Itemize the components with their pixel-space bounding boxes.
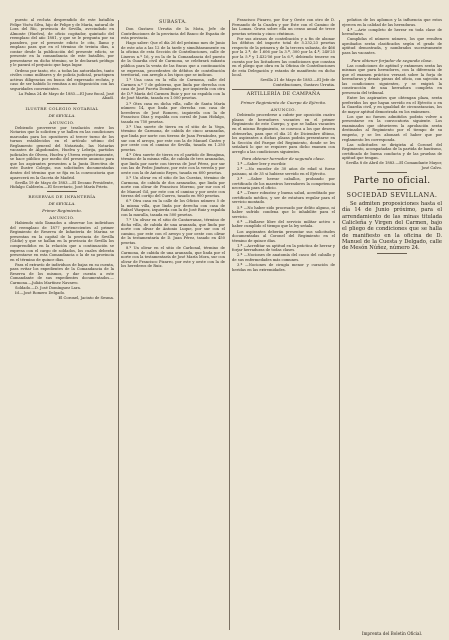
notice-heading: ANUNCIO. <box>49 119 75 125</box>
notice-heading: ANUNCIO. <box>270 107 297 113</box>
condition-item: 3.ª —Saber herrar caballos, probando por certificado de los maestros herradores la competencia necesaria para el oficio. <box>232 177 335 191</box>
notice-heading: ANUNCIO. <box>49 215 75 221</box>
divider <box>377 172 407 173</box>
paragraph: Hago saber: Que el día 26 del próximo mes de Junio de este año a las 12 de la tarde y simultáneamente en la oficina de esta Sección de Contribuciones, calle de Lineros n.º 16, y en la de la Comandancia del puesto de la Guardia civil de Carmona, se celebrará subasta pública para la venta de las fincas que a continuación se expresan, procedentes de débitos de contribución territorial, con arreglo a los tipos que se indican. <box>121 41 225 78</box>
section-subheading: DE SEVILLA. <box>48 201 76 207</box>
divider <box>377 253 407 254</box>
paragraph: Los que no fuesen admitidos podrán volver a presentarse en la convocatoria siguiente. Los examinados que obtuvieren la aprobación serán destinados al Regimiento por el tiempo de su empeño, y se les abonará el haber que por reglamento les corresponda. <box>342 114 442 142</box>
column-4 <box>342 18 442 632</box>
printer-line: Imprenta del Boletín Oficial. <box>361 631 423 636</box>
divider <box>47 191 77 192</box>
divider <box>232 89 335 90</box>
divider <box>47 103 77 104</box>
paragraph: 5.º Un olivar en el sitio de las Cuestas, término de Carmona, de cabida de dos aranzadas, que linda por norte con olivar de Francisco Moreno, por sur con el de Manuel Gil, por este con el camino y por oeste con tierras del cortijo del Cuervo, tasado en 900 pesetas. <box>121 176 225 199</box>
list-item: Soldado.—D. José Domínguez Lara. <box>15 286 82 291</box>
paragraph: pelatios de los aplomos y la influencia que estos ejercen en la calidad de las herraduras. <box>342 18 442 27</box>
paragraph: 3.º Una suerte de tierra en el sitio de la Vega, término de Carmona, de cabida de cinco aranzadas, que linda por norte con tierras de Juan Fernández, por sur con el arroyo, por este con la de Manuel Castro y por oeste con el camino de Sevilla, tasada en 1.250 pesetas. <box>121 124 225 152</box>
section-heading: ILUSTRE COLEGIO NOTARIAL <box>25 105 99 111</box>
condition-item: 6.ª —Hallarse libre del servicio militar activo o haber cumplido el tiempo que la ley señala. <box>232 219 335 229</box>
section-heading-parte: Parte no oficial. <box>353 176 431 187</box>
paragraph: Las condiciones de aptitud y exámenes serán las mismas que para herradores, con la diferencia de que el examen práctico versará sobre la forja de herraduras y demás piezas del oficio, con sujeción a las condiciones siguientes, y se exigirá la construcción de una herradura completa en presencia del tribunal. <box>342 63 442 95</box>
column-2 <box>121 18 225 632</box>
paragraph: Debiendo proveerse por traslación entre los Notarios que lo soliciten y se hallen en las condiciones marcadas para los opositores al tercer turno de los turnos establecidos en el artículo sétimo del Reglamento general del Notariado, las Notarías vacantes de Algodonales, Huelva y Lebrija, partidos judiciales de Olvera, Huelva y Utrera respectivamente, se hace público por medio del presente anuncio para que los aspirantes presenten a la Junta Directiva de este Ilustre Colegio, sus solicitudes documentadas dentro del término que se fija en la convocatoria que aparecerá en la Gaceta de Madrid. <box>10 125 114 180</box>
condition-item: 1.ª —Acreditar su aptitud en la práctica de herrar y forjar herraduras de todas clases. <box>232 243 335 253</box>
paragraph: 8.º Un olivar en el sitio de Carbonal, término de Carmona, de cabida de una aranzada, que linda por el norte con la testamentaría de José María Mora, sur con olivar de Francisco Pizarro, por este y oeste con la de los herederos de Ruiz. <box>121 246 225 269</box>
section-subheading: Primer Regimiento de Cuerpo de Ejército. <box>240 100 327 106</box>
imprenta-block <box>342 631 442 636</box>
divider <box>377 189 407 190</box>
condition-item: 5.ª —No haber sido procesado por delito alguno, ni haber sufrido condena que lo inhabilite para el servicio. <box>232 205 335 219</box>
paragraph: Cumplidas el número número, los que resulten aprobados serán clasificados según el grado de aptitud demostrada, y nombrados sucesivamente para las vacantes. <box>342 37 442 56</box>
paragraph: 6.º Otra casa en la calle de los Oficios número 5 de la misma villa, que linda por derecha con casa de Rafael Vázquez, izquierda con la de José Ruiz y espalda con la muralla, tasada en 500 pesetas. <box>121 199 225 218</box>
advertisement <box>342 201 442 251</box>
paragraph: Debiendo procederse a cubrir por oposición cuatro plazas de herradores vacantes en el primer Regimiento de este Cuerpo, y que se hallan vacantes en el mismo Regimiento, se convoca a los que deseen obtenerlas, para que el día 21 de Diciembre último, los aspirantes a dichas plazas podrán presentarse en la Sección del Parque del Regimiento, donde se les señalará lo que se requiere para dicho examen con arreglo a las condiciones siguientes. <box>232 113 335 154</box>
column-divider <box>229 20 230 630</box>
section-subheading: Primer Regimiento. <box>42 208 82 214</box>
column-divider <box>339 20 340 630</box>
place-date: Sevilla 8 de Abril de 1883.—El Comandante Mayor, José Calvo. <box>346 161 442 170</box>
conditions-heading: Para obtener forjador de segunda clase. <box>351 57 433 63</box>
paragraph: Entre los aspirantes que obtengan plaza, serán preferidos los que hayan servido en el Ejército o en la Guardia civil, y en igualdad de circunstancias, los de mayor aptitud demostrada en los exámenes. <box>342 95 442 114</box>
section-heading: SUBASTA. <box>159 20 187 25</box>
condition-item: 4.ª —Arte completo de herrar en toda clase de herraduras. <box>342 27 442 37</box>
column-divider <box>118 20 119 630</box>
condition-item: 1.ª —Saber leer y escribir. <box>237 162 287 167</box>
paragraph: Don Gustavo Urrutia de la Mota, Jefe de Contribuciones de la provincia del Banco de España de esta provincia. <box>121 27 225 41</box>
paragraph: 1.º Una casa en la villa de Carmona, calle del Carmen n.º 7 de gobierno, que linda por derecha con casa de José Puerta Domínguez, por izquierda con otra de D.ª María del Carmen Ruiz y por su espalda con la de José Martín, tasada en 1.000 pesetas. <box>121 78 225 101</box>
section-heading: RESERVAS DE INFANTERÍA <box>28 194 96 200</box>
condition-item: 2.ª —Nociones de anatomía del casco del caballo y de sus enfermedades más comunes. <box>232 253 335 262</box>
paragraph: Las solicitudes se dirigirán al Coronel del Regimiento, acompañadas de la partida de bautismo, certificado de buena conducta y de las pruebas de aptitud que tengan. <box>342 142 442 161</box>
paragraph: 7.º Un olivar en el sitio de Cantarranas, término de dicha villa, de cabida de una aranzada, que linda por norte con olivar de Antonio Luque, por sur con el camino, por este con el arroyo y por oeste con olivar de la testamentaría de D. Juan Pérez, tasado en 450 pesetas. <box>121 218 225 245</box>
signature: El Coronel, Jacinto de Sesma. <box>58 296 114 301</box>
paragraph: 4.º Otra suerte de tierra en el partido de Benajima, término de la misma villa, de cabida de tres aranzadas, que linda por norte con tierras de José Pérez, por sur con las de Pedro Jiménez, por este con la vereda y por oeste con la de Antonio Reyes, tasada en 600 pesetas. <box>121 152 225 175</box>
paragraph: 2.º Otra casa en dicha villa, calle de Santa María número 14, que linda por derecha con casa de herederos de José Romero, izquierda con la de Francisco Díaz y espalda con corral de Juan Hidalgo, tasada en 750 pesetas. <box>121 101 225 124</box>
condition-item: 2.ª —No exceder de 30 años de edad si fuese paisano, ni de 35 si hubiese servido en el Ejército. <box>232 167 335 176</box>
company-heading: SOCIEDAD SEVILLANA. <box>346 191 438 200</box>
section-subheading: DE SEVILLA. <box>48 112 76 118</box>
paragraph: Los aspirantes deberán presentar sus solicitudes documentadas al Coronel del Regimiento en el término de quince días. <box>232 229 335 243</box>
paragraph: Para el extravío de individuos de bajas en su cuenta, para evitar los expedientes de la Comandancia de la Reserva de los mismos, y dar cuenta a este Comandante de sus expedientes documentados.—Carmona.—Julián Martínez Navarro. <box>10 262 114 285</box>
list-item: Id.—José Romero Delgado. <box>15 291 66 296</box>
condition-item: 3.ª —Nociones de cirugía menor y curación de heridas en las extremidades. <box>232 263 335 272</box>
paragraph: Ordeno por tanto, etc. a todas las autoridades, tanto civiles como militares y de policía judicial, practiquen activas diligencias en busca del expresado recluta, y caso de ser habido lo remitan a mi disposición con las seguridades convenientes. <box>10 68 114 91</box>
paragraph: Sevilla 19 de Mayo de 1883.—El Decano Presidente, Hidalgo Calderón.—El Secretario, José María Prieto. <box>10 180 114 190</box>
section-heading: ARTILLERÍA DE CAMPAÑA <box>246 92 321 98</box>
advertisement-text: Se admiten proposiciones hasta el día 14 de Junio próximo, para el arrendamiento de las minas titulada Calicleña y Virgen del Carmen, bajo el pliego de condiciones que se halla de manifiesto en la oficina de D. Manuel de la Cuesta y Delgado, calle de Mesón Núñez, número 24. <box>342 201 442 252</box>
place-date: La Palma 24 de Mayo de 1883.—El Juez fiscal, José Abadí. <box>18 91 114 101</box>
paragraph: Por sus atrasos de contribución y a fin de abonar los débitos del importe total de 5.232,23 pesetas respecto de la primera y de la tercera subasta, de 466 por la 2.ª, de 1.606 por la 3.ª, 300 por la 4.ª, 240'25 por la 5.ª y 1.432'56 por la 6.ª, debiendo tenerse en cuenta por los licitadores las condiciones que constan en el pliego que obra en la Oficina de Contribuciones de esta Delegación y estarán de manifiesto en dicho local. <box>232 36 335 78</box>
place-date: Sevilla 21 de Mayo de 1883.—El Jefe de Contribuciones, Gustavo Urrutia. <box>260 78 335 87</box>
conditions-heading: Para obtener herrador de segunda clase. <box>242 156 325 162</box>
condition-item: 4.ª —Tener robustez y buena salud, acreditado por certificado médico, y ser de estatura regular para el servicio montado. <box>232 191 335 205</box>
paragraph: puesto al recluta desprendido de este batallón Felipe Viséu Silva, hijo de Felipe y de María, natural de Lora del Río, provincia de Sevilla, avecindado en Almonte (Huelva), de oficio cogitador, quintado del reemplazo del año 1881, y que se le pregunta por su paradero, por el presente edicto le cito, llamo y emplazo para que en el término de treinta días, a contar desde la publicación del presente edicto, se presente en la comandancia de este batallón, por presentarse en dicho término, se le declarará prófugo y le parará el perjuicio que haya lugar. <box>10 18 114 68</box>
paragraph: Habiendo sido llamados a observar los individuos del reemplazo de 1877 pertenecientes al primer Regimiento de Reserva de Infantería de Marina se presentan en la capital de la provincia de Sevilla (Cádiz) y que se hallan en la provincia de Sevilla los comprendidos en la relación que a continuación se expresa con el cargo de soldados, los cuales deberán presentarse en esta Comandancia o la de su provincia en el término de quince días. <box>10 221 114 262</box>
column-1 <box>10 18 114 632</box>
paragraph: Francisco Pizarro, por Sur y Oeste con otro de D. Fernando de la Cuadra y por Este con el Camino de las Lomas. Grava sobre ella un censo anual de trece pesetas setenta y cinco céntimos. <box>232 18 335 36</box>
column-3 <box>232 18 335 632</box>
